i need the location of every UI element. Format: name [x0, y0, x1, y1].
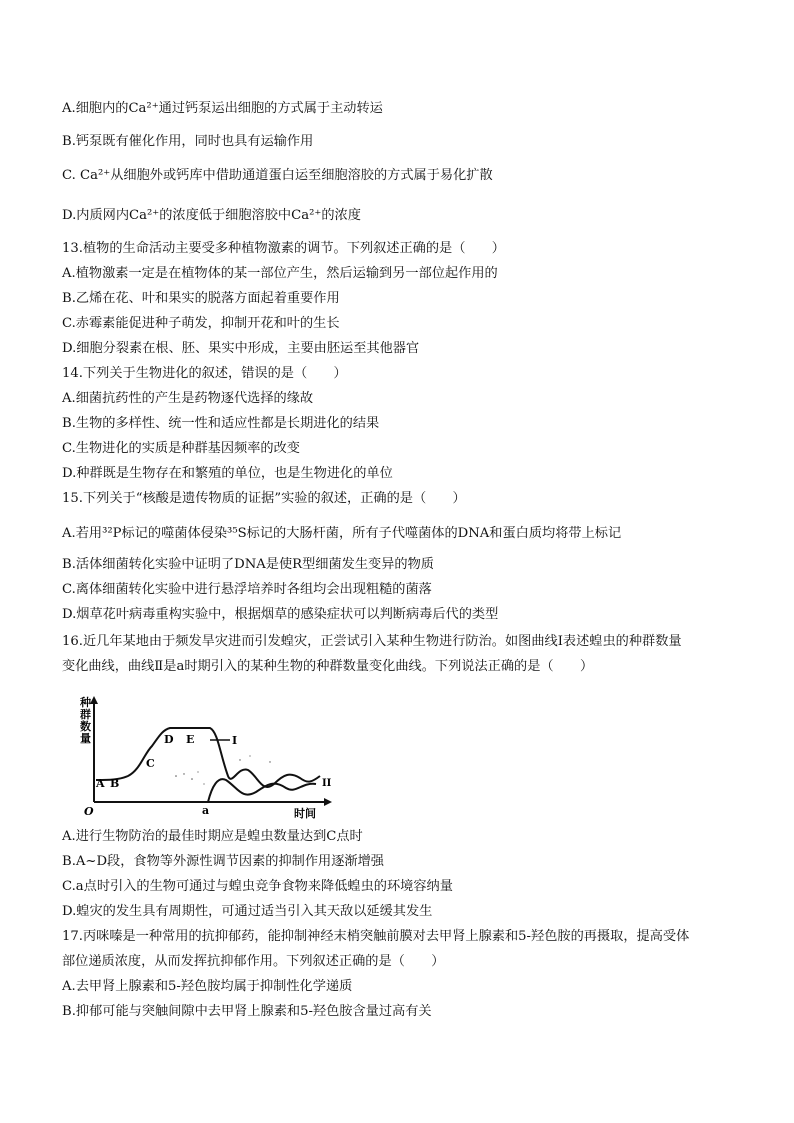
- option-15c: C.离体细菌转化实验中进行悬浮培养时各组均会出现粗糙的菌落: [62, 582, 432, 597]
- option-16b: B.A~D段，食物等外源性调节因素的抑制作用逐渐增强: [62, 854, 384, 869]
- y-label-char: 量: [80, 732, 91, 745]
- option-13d: D.细胞分裂素在根、胚、果实中形成，主要由胚运至其他器官: [62, 341, 420, 356]
- question-17-line2: 部位递质浓度，从而发挥抗抑郁作用。下列叙述正确的是（ ）: [62, 954, 445, 969]
- question-15: 15.下列关于“核酸是遗传物质的证据”实验的叙述，正确的是（ ）: [62, 491, 466, 506]
- y-label-char: 种: [80, 696, 91, 709]
- point-label-c: C: [146, 757, 155, 770]
- option-16d: D.蝗灾的发生具有周期性，可通过适当引入其天敌以延缓其发生: [62, 904, 433, 919]
- question-17-line1: 17.丙咪嗪是一种常用的抗抑郁药，能抑制神经末梢突触前膜对去甲肾上腺素和5-羟色胺的再摄取，提高受体: [62, 929, 690, 944]
- point-label-e: E: [186, 733, 195, 746]
- option-16a: A.进行生物防治的最佳时期应是蝗虫数量达到C点时: [62, 829, 363, 844]
- option-14a: A.细菌抗药性的产生是药物逐代选择的缘故: [62, 391, 314, 406]
- option-12b: B.钙泵既有催化作用，同时也具有运输作用: [62, 134, 314, 149]
- option-15a: A.若用³²P标记的噬菌体侵染³⁵S标记的大肠杆菌，所有子代噬菌体的DNA和蛋白质均将带上标记: [62, 526, 622, 541]
- option-13b: B.乙烯在花、叶和果实的脱落方面起着重要作用: [62, 291, 340, 306]
- option-13a: A.植物激素一定是在植物体的某一部位产生，然后运输到另一部位起作用的: [62, 266, 498, 281]
- point-label-b: B: [110, 777, 120, 790]
- curve-ii: [208, 779, 316, 802]
- y-label-char: 数: [80, 720, 91, 733]
- option-16c: C.a点时引入的生物可通过与蝗虫竞争食物来降低蝗虫的环境容纳量: [62, 879, 453, 894]
- option-17a: A.去甲肾上腺素和5-羟色胺均属于抑制性化学递质: [62, 979, 353, 994]
- x-axis-label: 时间: [294, 807, 316, 820]
- x-axis-arrow-icon: [324, 798, 332, 806]
- population-curve-figure: [80, 684, 340, 824]
- option-14d: D.种群既是生物存在和繁殖的单位，也是生物进化的单位: [62, 466, 393, 481]
- question-16-line1: 16.近几年某地由于频发旱灾进而引发蝗灾，正尝试引入某种生物进行防治。如图曲线Ⅰ表述蝗虫的种群数量: [62, 634, 682, 649]
- curve-i-label: I: [232, 734, 238, 747]
- question-16-line2: 变化曲线，曲线Ⅱ是a时期引入的某种生物的种群数量变化曲线。下列说法正确的是（ ）: [62, 659, 594, 674]
- question-14: 14.下列关于生物进化的叙述，错误的是（ ）: [62, 366, 347, 381]
- option-13c: C.赤霉素能促进种子萌发，抑制开花和叶的生长: [62, 316, 340, 331]
- option-12a: A.细胞内的Ca²⁺通过钙泵运出细胞的方式属于主动转运: [62, 101, 383, 116]
- y-label-char: 群: [80, 708, 91, 721]
- option-15b: B.活体细菌转化实验中证明了DNA是使R型细菌发生变异的物质: [62, 557, 434, 572]
- option-14b: B.生物的多样性、统一性和适应性都是长期进化的结果: [62, 416, 380, 431]
- option-12c: C. Ca²⁺从细胞外或钙库中借助通道蛋白运至细胞溶胶的方式属于易化扩散: [62, 168, 493, 183]
- curve-ii-label: II: [322, 778, 332, 789]
- y-axis-arrow-icon: [90, 696, 98, 704]
- option-12d: D.内质网内Ca²⁺的浓度低于细胞溶胶中Ca²⁺的浓度: [62, 208, 361, 223]
- option-14c: C.生物进化的实质是种群基因频率的改变: [62, 441, 300, 456]
- curve-i: [96, 728, 320, 787]
- origin-label: O: [84, 805, 94, 818]
- option-17b: B.抑郁可能与突触间隙中去甲肾上腺素和5-羟色胺含量过高有关: [62, 1004, 432, 1019]
- question-13: 13.植物的生命活动主要受多种植物激素的调节。下列叙述正确的是（ ）: [62, 241, 505, 256]
- option-15d: D.烟草花叶病毒重构实验中，根据烟草的感染症状可以判断病毒后代的类型: [62, 607, 499, 622]
- point-label-a: A: [96, 777, 105, 790]
- point-label-d: D: [164, 733, 174, 746]
- point-label-a-time: a: [202, 804, 210, 817]
